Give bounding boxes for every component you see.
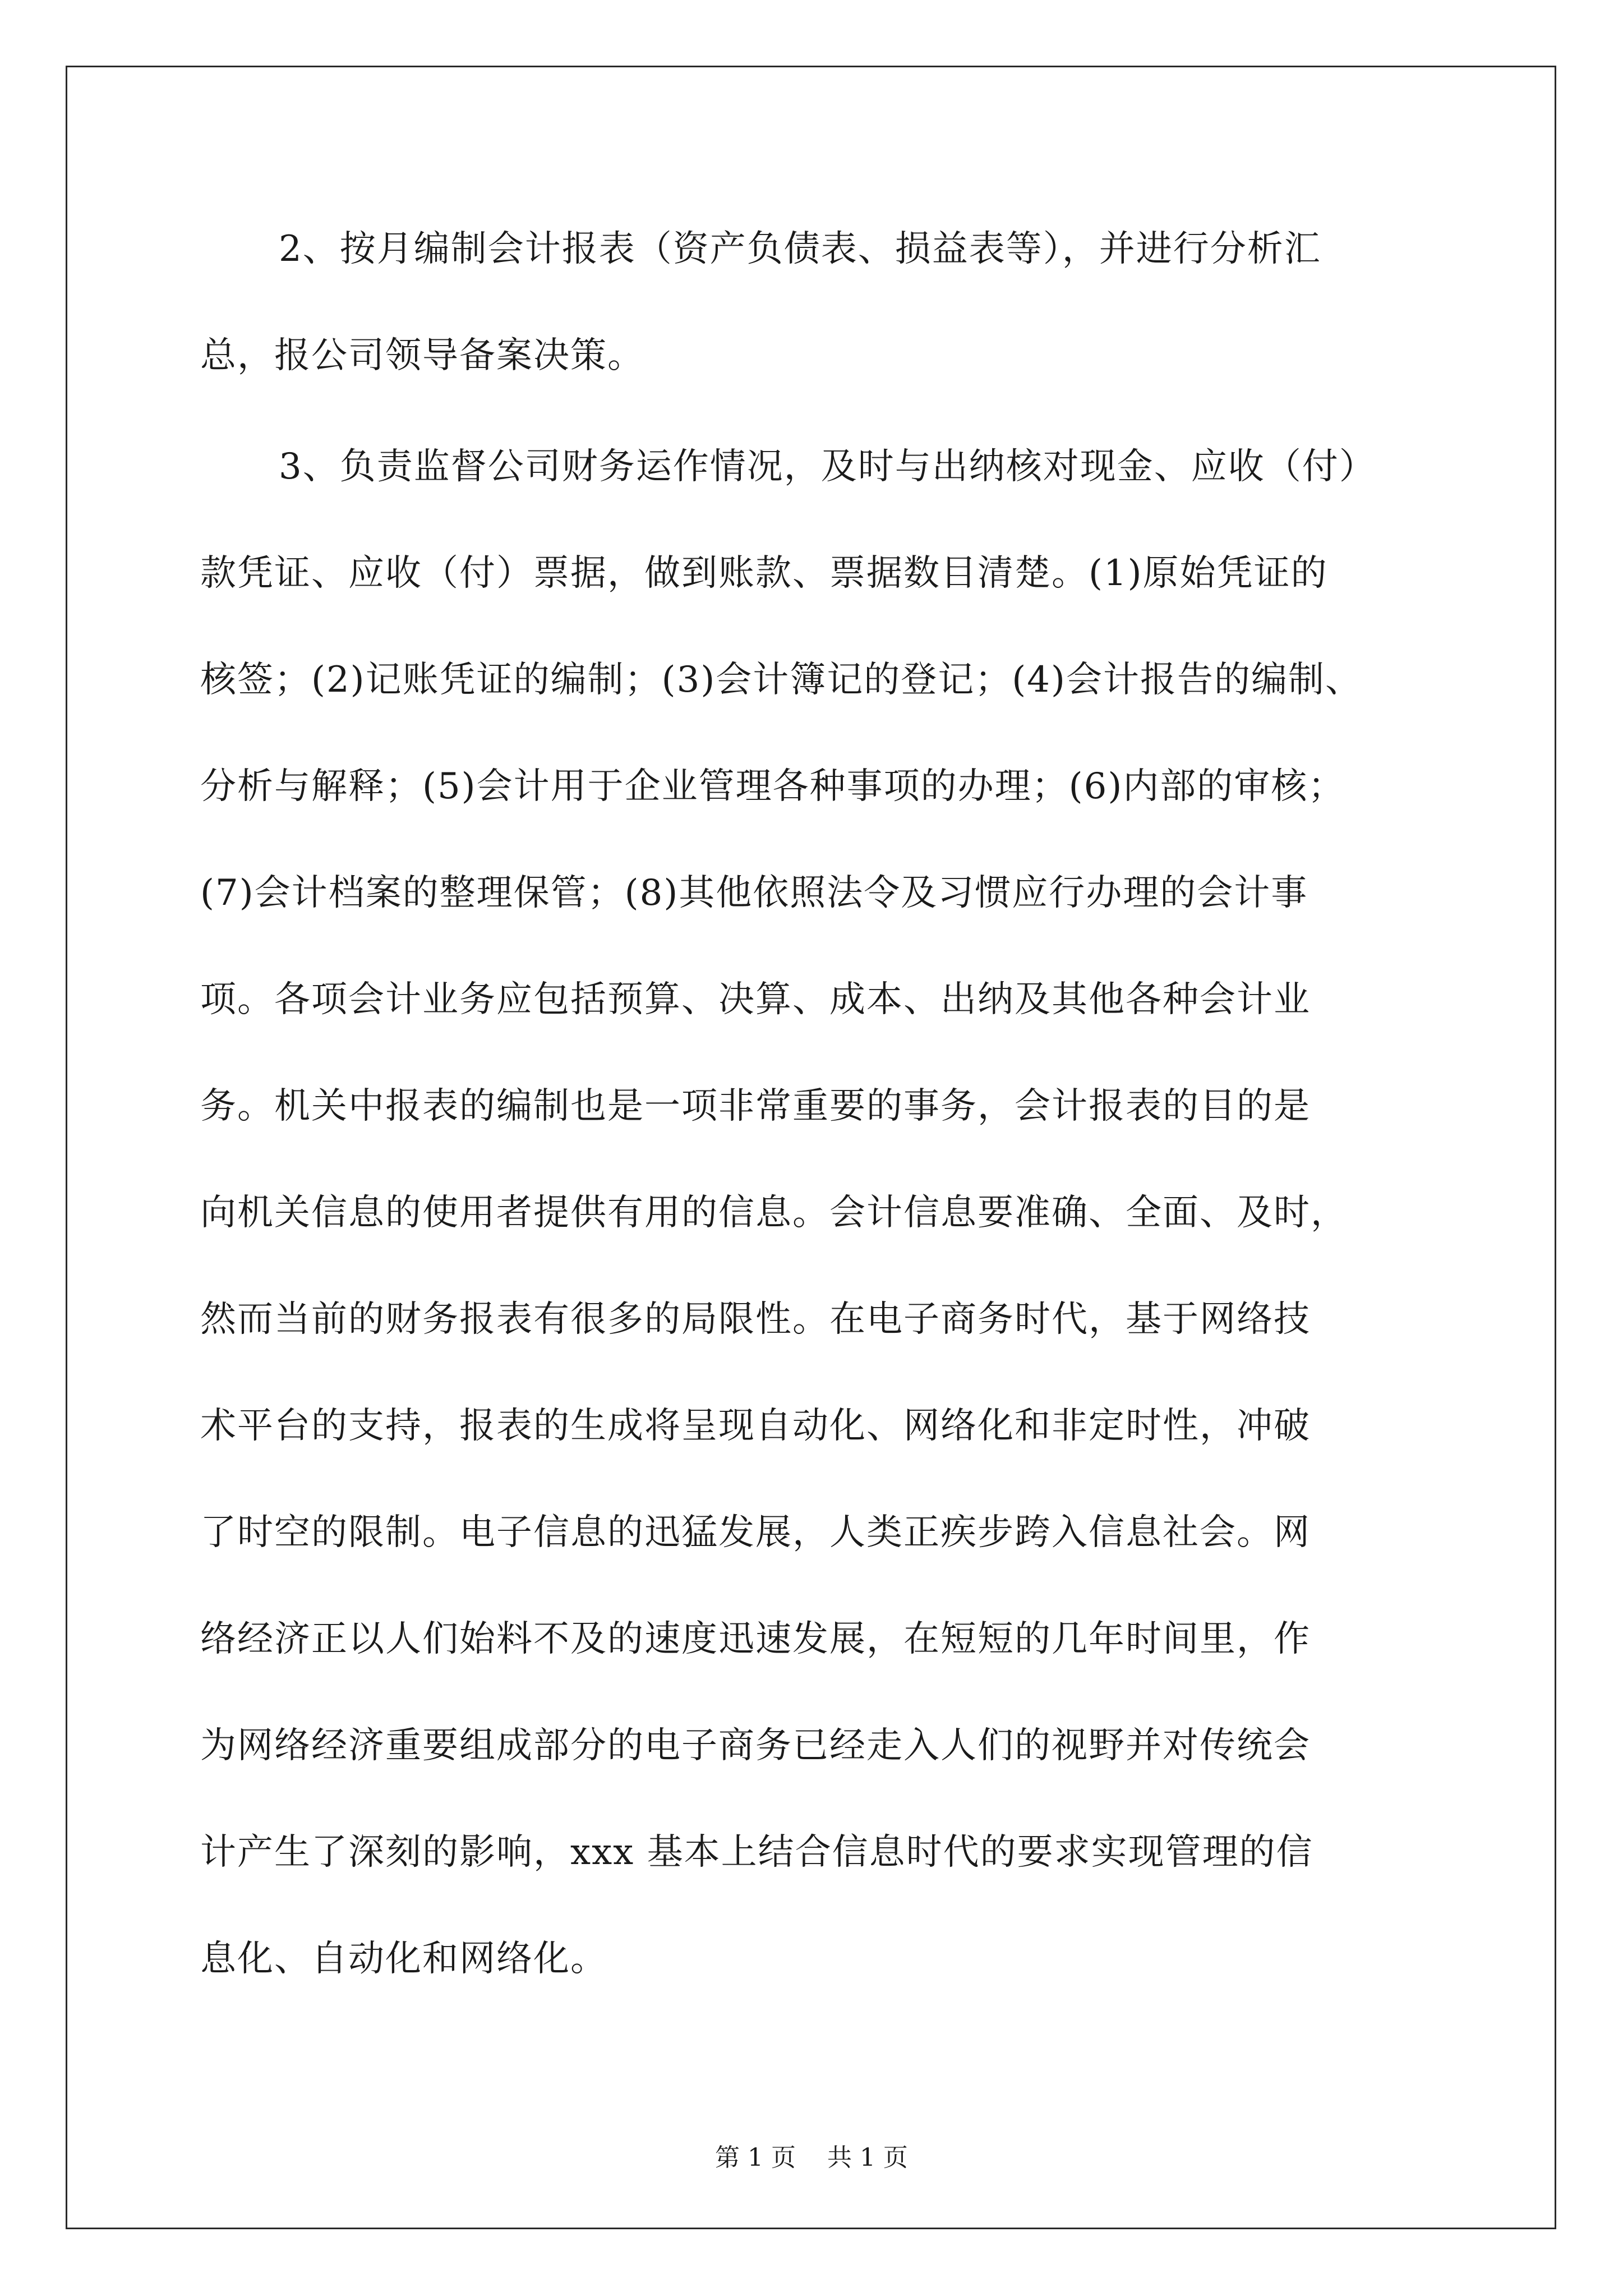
paragraph-2-line-9: 然而当前的财务报表有很多的局限性。在电子商务时代，基于网络技 [200,1299,1311,1340]
paragraph-1-line-1: 2、按月编制会计报表（资产负债表、损益表等），并进行分析汇 [279,228,1321,270]
page-number-footer: 第 1 页 共 1 页 [715,2143,908,2172]
paragraph-2-line-12: 络经济正以人们始料不及的速度迅速发展，在短短的几年时间里，作 [200,1618,1311,1660]
paragraph-2-line-1: 3、负责监督公司财务运作情况，及时与出纳核对现金、应收（付） [279,446,1376,487]
paragraph-2-line-4: 分析与解释；(5)会计用于企业管理各种事项的办理；(6)内部的审核； [200,766,1345,807]
paragraph-2-line-7: 务。机关中报表的编制也是一项非常重要的事务，会计报表的目的是 [200,1085,1311,1127]
paragraph-2-line-10: 术平台的支持，报表的生成将呈现自动化、网络化和非定时性，冲破 [200,1405,1311,1447]
paragraph-2-line-15: 息化、自动化和网络化。 [200,1938,607,1980]
paragraph-2-line-8: 向机关信息的使用者提供有用的信息。会计信息要准确、全面、及时， [200,1192,1348,1234]
paragraph-2-line-14: 计产生了深刻的影响，xxx 基本上结合信息时代的要求实现管理的信 [200,1832,1313,1873]
paragraph-2-line-13: 为网络经济重要组成部分的电子商务已经走入人们的视野并对传统会 [200,1725,1311,1766]
paragraph-2-line-2: 款凭证、应收（付）票据，做到账款、票据数目清楚。(1)原始凭证的 [200,553,1328,594]
paragraph-2-line-11: 了时空的限制。电子信息的迅猛发展，人类正疾步跨入信息社会。网 [200,1512,1311,1553]
paragraph-2-line-6: 项。各项会计业务应包括预算、决算、成本、出纳及其他各种会计业 [200,979,1311,1020]
page-border [66,66,1556,2229]
paragraph-2-line-3: 核签；(2)记账凭证的编制；(3)会计簿记的登记；(4)会计报告的编制、 [200,659,1362,701]
paragraph-2-line-5: (7)会计档案的整理保管；(8)其他依照法令及习惯应行办理的会计事 [200,872,1308,914]
paragraph-1-line-2: 总，报公司领导备案决策。 [200,335,644,376]
